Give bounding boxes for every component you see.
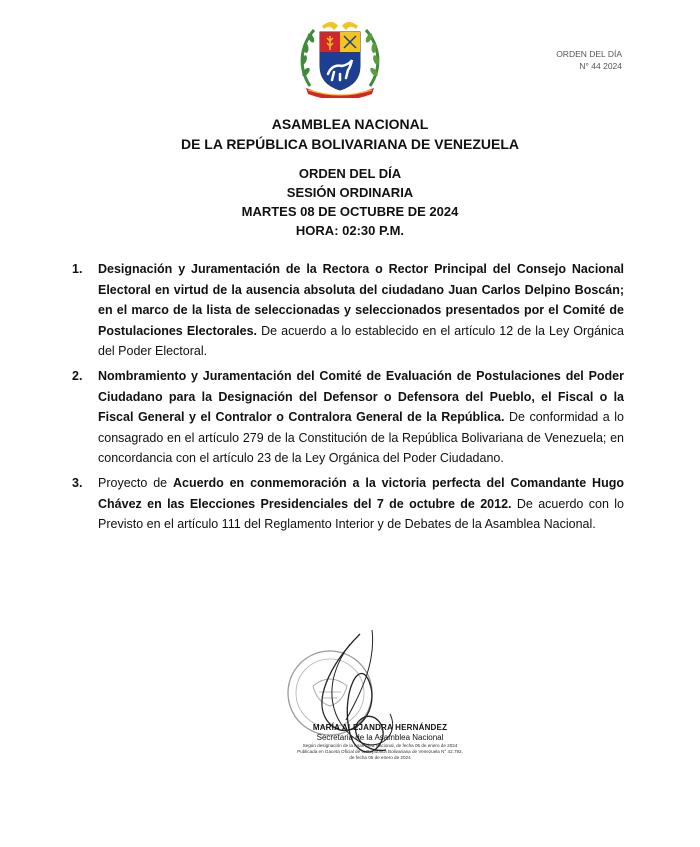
- signatory-role: Secretaria de la Asamblea Nacional: [316, 733, 444, 742]
- agenda-item-bold-text: Acuerdo en conmemoración a la victoria perfecta del Comandante Hugo Chávez en las Elecciones Presidenciales del 7 de octubre de 2012.: [98, 475, 624, 511]
- agenda-item-lead-text: Proyecto de: [98, 475, 174, 490]
- session-time: HORA: 02:30 P.M.: [295, 223, 405, 238]
- agenda-item-bold-text: Nombramiento y Juramentación del Comité de Evaluación de Postulaciones del Poder Ciudadano para la Designación del Defensor o Defensora del Pueblo, el Fiscal o la Fiscal General y el Contralor o Contralora General de la República.: [98, 368, 624, 425]
- agenda-item-number: 1.: [72, 262, 83, 276]
- institution-country: DE LA REPÚBLICA BOLIVARIANA DE VENEZUELA: [180, 136, 520, 152]
- agenda-item: [72, 366, 624, 469]
- agenda-item-bold-text: Designación y Juramentación de la Rectora o Rector Principal del Consejo Nacional Electoral en virtud de la ausencia absoluta del ciudadano Juan Carlos Delpino Boscán; en el marco de la lista de seleccionadas y seleccionados presentados por el Comité de Postulaciones Electorales.: [98, 262, 624, 338]
- designation-note: Según designación de la Asamblea Nacional, de fecha 05 de enero de 2024: [302, 743, 458, 748]
- order-reference: [556, 48, 622, 72]
- agenda-item-number: 2.: [72, 368, 83, 383]
- agenda-list: [72, 259, 624, 539]
- signature-block: [270, 722, 490, 761]
- agenda-item-text: De acuerdo con lo Previsto en el artículo 111 del Reglamento Interior y de Debates de la Asamblea Nacional.: [98, 496, 624, 532]
- agenda-item-text: De conformidad a lo consagrado en el artículo 279 de la Constitución de la República Bolivariana de Venezuela; en concordancia con el artículo 23 de la Ley Orgánica del Poder Ciudadano.: [98, 410, 624, 466]
- coat-of-arms-icon: [296, 16, 384, 98]
- session-date: MARTES 08 DE OCTUBRE DE 2024: [241, 204, 459, 219]
- agenda-item-text: De acuerdo a lo establecido en el artículo 12 de la Ley Orgánica del Poder Electoral.: [98, 323, 624, 359]
- gazette-note: Publicada en Gaceta Oficial de la República Bolivariana de Venezuela N° 42.792,: [297, 749, 463, 754]
- agenda-item-number: 3.: [72, 475, 83, 490]
- order-number: N° 44 2024: [579, 61, 622, 71]
- order-label: ORDEN DEL DÍA: [556, 49, 622, 59]
- signatory-name: MARÍA ALEJANDRA HERNÁNDEZ: [312, 723, 448, 732]
- agenda-item: [72, 259, 624, 362]
- institution-name: ASAMBLEA NACIONAL: [271, 116, 429, 132]
- gazette-date-note: de fecha 05 de enero de 2024: [349, 755, 411, 760]
- session-type: SESIÓN ORDINARIA: [286, 185, 414, 200]
- document-title: ORDEN DEL DÍA: [298, 166, 402, 181]
- agenda-item: [72, 473, 624, 535]
